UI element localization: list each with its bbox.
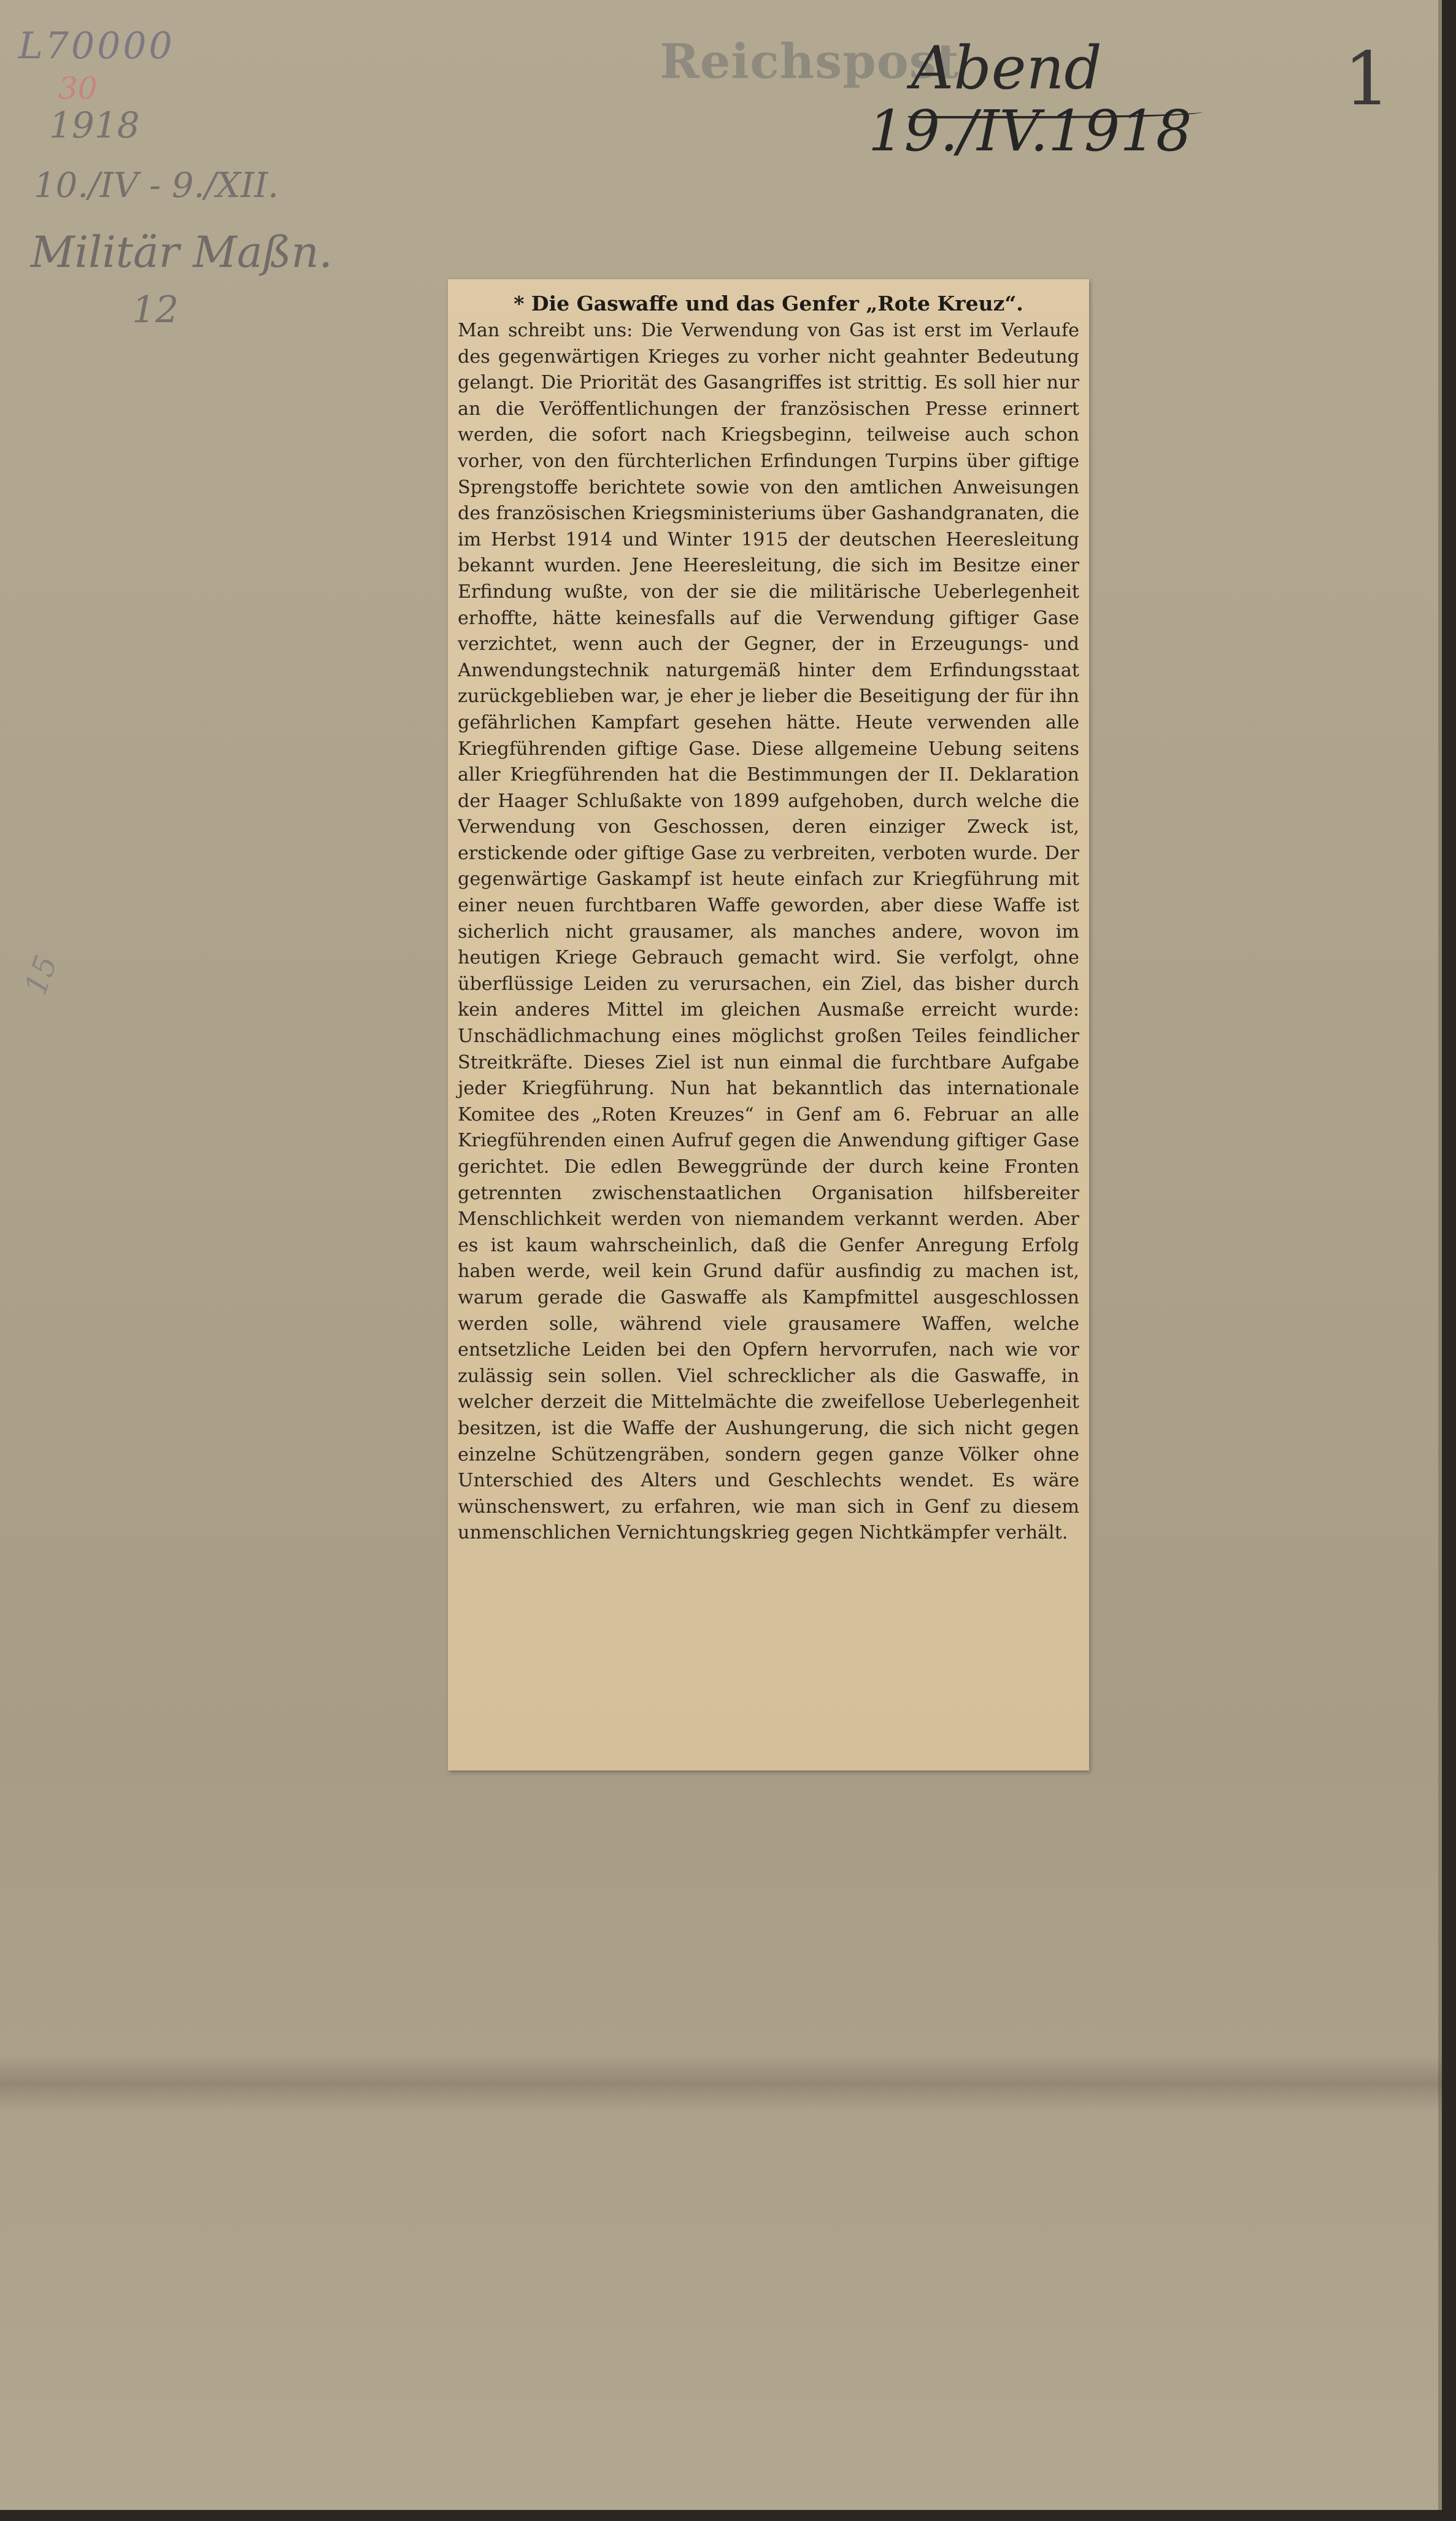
page-number: 1 <box>1344 37 1391 122</box>
archive-item-number: 12 <box>132 288 179 331</box>
archive-year: 1918 <box>49 104 140 146</box>
newspaper-clipping <box>448 279 1089 1770</box>
archive-reference-number: L70000 <box>18 25 175 68</box>
archive-date-range: 10./IV - 9./XII. <box>34 166 279 206</box>
paper-fold-shadow <box>0 2056 1442 2111</box>
margin-mark: 15 <box>17 951 64 1000</box>
article-title: * Die Gaswaffe und das Genfer „Rote Kreuz“. <box>514 291 1023 315</box>
edition-handwriting: Abend <box>911 34 1102 102</box>
archive-subject: Militär Maßn. <box>31 227 333 277</box>
date-handwriting: 19./IV.1918 <box>868 98 1192 164</box>
archive-reference-red: 30 <box>58 71 98 106</box>
newspaper-masthead-stamp: Reichspost <box>660 34 960 90</box>
article-body: Man schreibt uns: Die Verwendung von Gas ist erst im Verlaufe des gegenwärtigen Krieges zu vorher nicht geahnter Bedeutung gelangt. Die Priorität des Gasangriffes ist strittig. Es soll hier nur an die Veröffentlichungen der französischen Presse erinnert werden, die sofort nach Kriegsbeginn, teilweise auch schon vorher, von den fürchterlichen Erfindungen Turpins über giftige Sprengstoffe berichtete sowie von den amtlichen Anweisungen des französischen Kriegsministeriums über Gashandgranaten, die im Herbst 1914 und Winter 1915 der deutschen Heeresleitung bekannt wurden. Jene Heeresleitung, die sich im Besitze einer Erfindung wußte, von der sie die militärische Ueberlegenheit erhoffte, hätte keinesfalls auf die Verwendung giftiger Gase verzichtet, wenn auch der Gegner, der in Erzeugungs- und Anwendungstechnik naturgemäß hinter dem Erfindungsstaat zurückgeblieben war, je eher je lieber die Beseitigung der für ihn gefährlichen Kampfart gesehen hätte. Heute verwenden alle Kriegführenden giftige Gase. Diese allgemeine Uebung seitens aller Kriegführenden hat die Bestimmungen der II. Deklaration der Haager Schlußakte von 1899 aufgehoben, durch welche die Verwendung von Geschossen, deren einziger Zweck ist, erstickende oder giftige Gase zu verbreiten, verboten wurde. Der gegenwärtige Gaskampf ist heute einfach zur Kriegführung mit einer neuen furchtbaren Waffe geworden, aber diese Waffe ist sicherlich nicht grausamer, als manches andere, wovon im heutigen Kriege Gebrauch gemacht wird. Sie verfolgt, ohne überflüssige Leiden zu verursachen, ein Ziel, das bisher durch kein anderes Mittel im gleichen Ausmaße erreicht wurde: Unschädlichmachung eines möglichst großen Teiles feindlicher Streitkräfte. Dieses Ziel ist nun einmal die furchtbare Aufgabe jeder Kriegführung. Nun hat bekanntlich das internationale Komitee des „Roten Kreuzes“ in Genf am 6. Februar an alle Kriegführenden einen Aufruf gegen die Anwendung giftiger Gase gerichtet. Die edlen Beweggründe der durch keine Fronten getrennten zwischenstaatlichen Organisation hilfsbereiter Menschlichkeit werden von niemandem verkannt werden. Aber es ist kaum wahrscheinlich, daß die Genfer Anregung Erfolg haben werde, weil kein Grund dafür ausfindig zu machen ist, warum gerade die Gaswaffe als Kampfmittel ausgeschlossen werden solle, während viele grausamere Waffen, welche entsetzliche Leiden bei den Opfern hervorrufen, nach wie vor zulässig sein sollen. Viel schrecklicher als die Gaswaffe, in welcher derzeit die Mittelmächte die zweifellose Ueberlegenheit besitzen, ist die Waffe der Aushungerung, die sich nicht gegen einzelne Schützengräben, sondern gegen ganze Völker ohne Unterschied des Alters und Geschlechts wendet. Es wäre wünschenswert, zu erfahren, wie man sich in Genf zu diesem unmenschlichen Vernichtungskrieg gegen Nichtkämpfer verhält. <box>458 320 1079 1544</box>
